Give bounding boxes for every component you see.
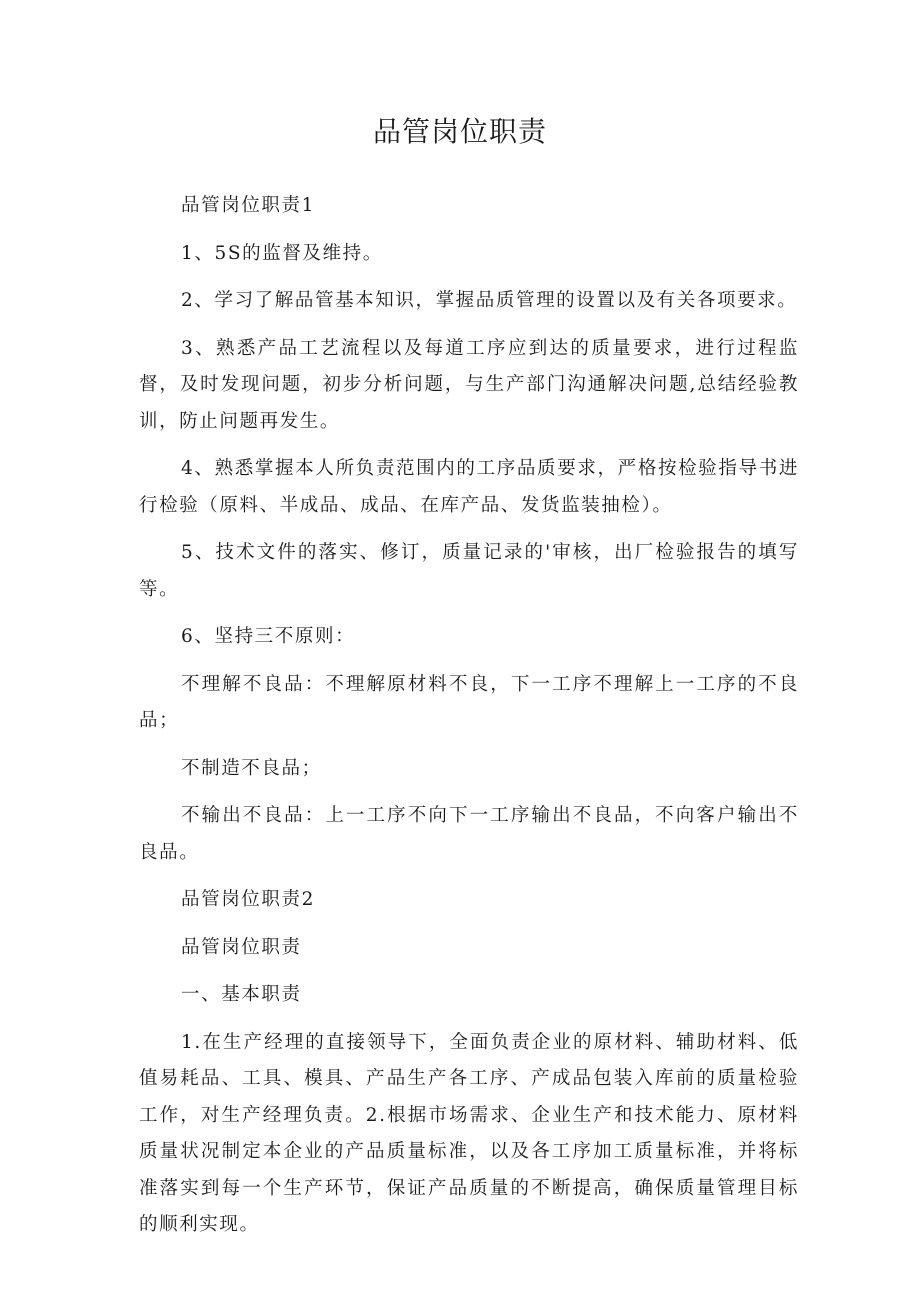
- principle-2: 不制造不良品；: [181, 757, 322, 779]
- principle-3: 不输出不良品：上一工序不向下一工序输出不良品，不向客户输出不良品。: [139, 805, 799, 863]
- document-body: [139, 188, 799, 1255]
- principle-1: 不理解不良品：不理解原材料不良，下一工序不理解上一工序的不良品；: [139, 673, 799, 731]
- section-heading-2: 品管岗位职责2: [181, 889, 315, 910]
- list-item-1: 1、5S的监督及维持。: [181, 242, 383, 264]
- document-title: 品管岗位职责: [372, 115, 547, 148]
- duty-paragraph: 1.在生产经理的直接领导下，全面负责企业的原材料、辅助材料、低值易耗品、工具、模具、产品生产各工序、产成品包装入库前的质量检验工作，对生产经理负责。2.根据市场需求、企业生产和技术能力、原材料质量状况制定本企业的产品质量标准，以及各工序加工质量标准，并将标准落实到每一个生产环节，保证产品质量的不断提高，确保质量管理目标的顺利实现。: [139, 1031, 799, 1235]
- list-item-5: 5、技术文件的落实、修订，质量记录的'审核，出厂检验报告的填写等。: [139, 542, 799, 600]
- subsection-title: 品管岗位职责: [181, 936, 302, 958]
- section-heading-1: 品管岗位职责1: [181, 195, 315, 216]
- subsection-heading-basic-duties: 一、基本职责: [181, 984, 302, 1005]
- list-item-6: 6、坚持三不原则：: [181, 626, 356, 647]
- list-item-4: 4、熟悉掌握本人所负责范围内的工序品质要求，严格按检验指导书进行检验（原料、半成品、成品、在库产品、发货监装抽检）。: [139, 458, 799, 516]
- list-item-3: 3、熟悉产品工艺流程以及每道工序应到达的质量要求，进行过程监督，及时发现问题，初步分析问题，与生产部门沟通解决问题,总结经验教训，防止问题再发生。: [139, 337, 799, 432]
- list-item-2: 2、学习了解品管基本知识，掌握品质管理的设置以及有关各项要求。: [181, 290, 798, 311]
